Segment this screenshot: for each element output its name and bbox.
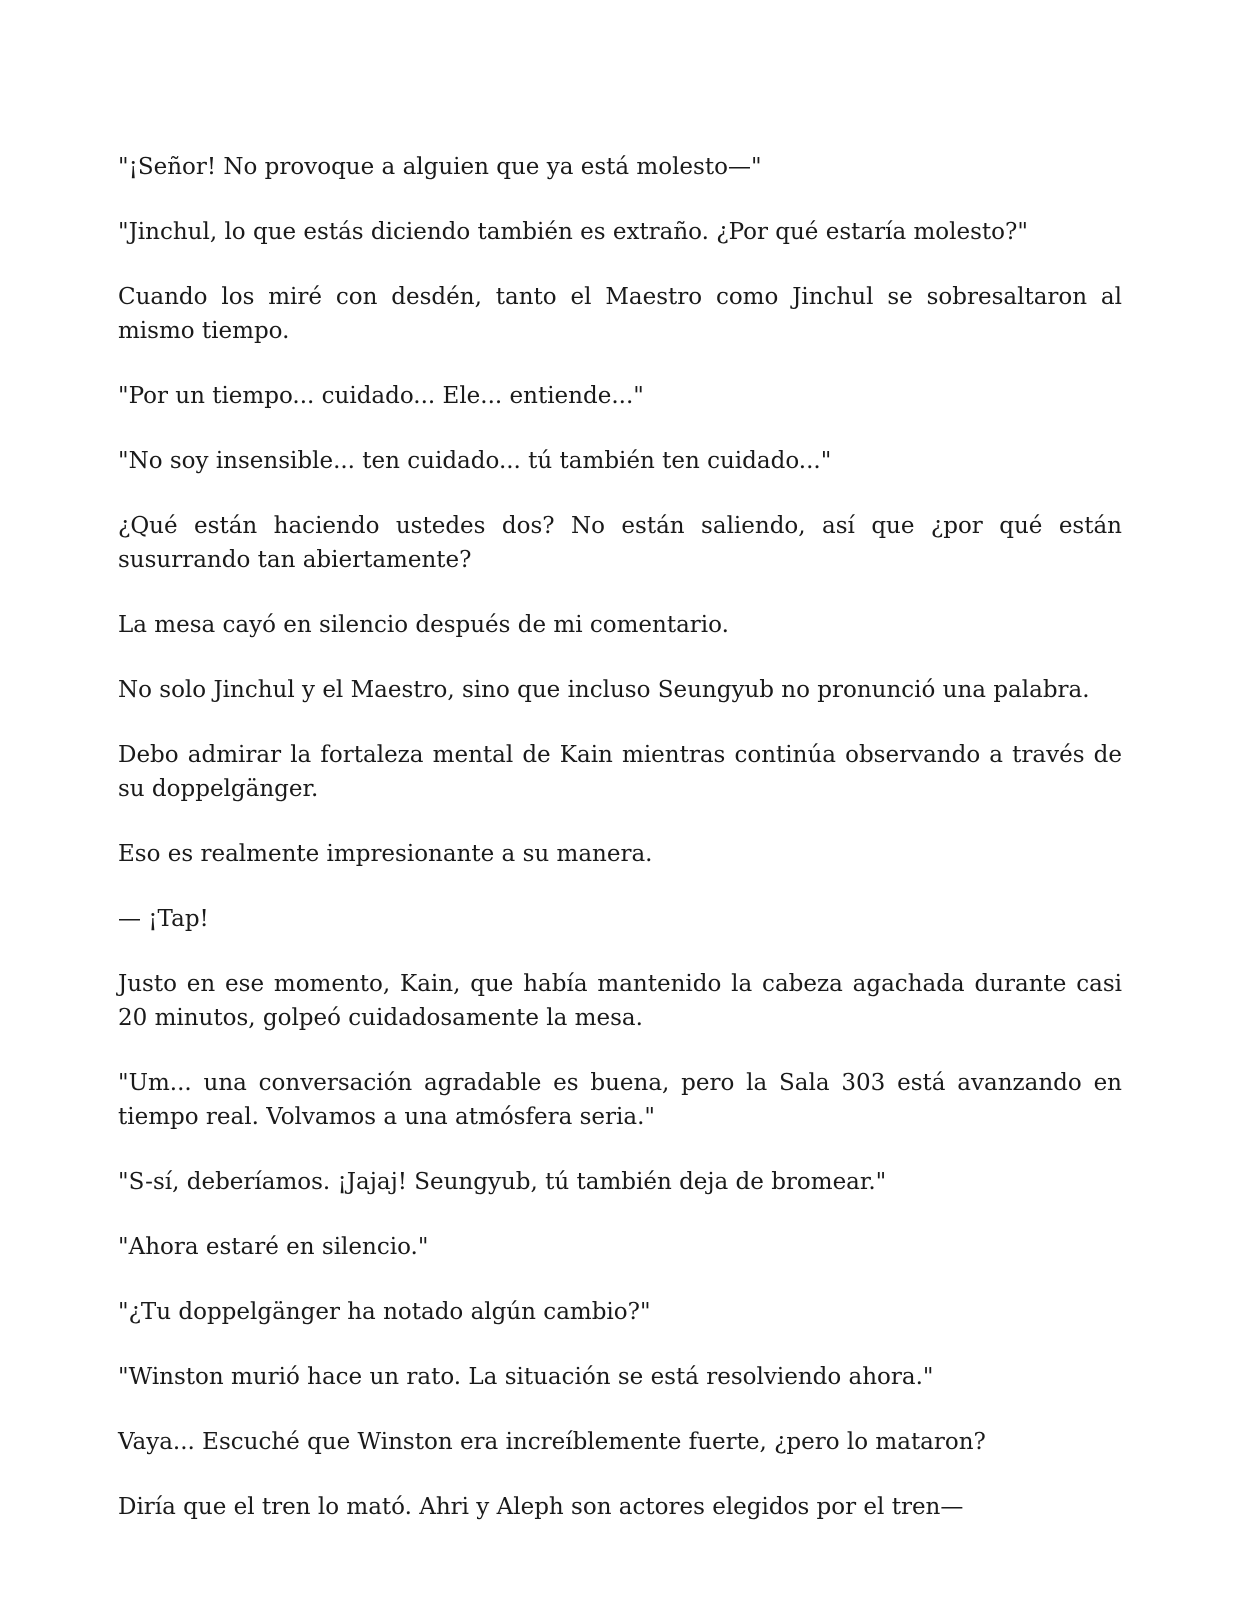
paragraph-10: Eso es realmente impresionante a su manera. xyxy=(118,841,653,867)
paragraph-2: "Jinchul, lo que estás diciendo también es extraño. ¿Por qué estaría molesto?" xyxy=(118,219,1028,245)
paragraph-17: "Winston murió hace un rato. La situación se está resolviendo ahora." xyxy=(118,1364,934,1390)
paragraph-18: Vaya... Escuché que Winston era increíblemente fuerte, ¿pero lo mataron? xyxy=(118,1429,986,1455)
paragraph-16: "¿Tu doppelgänger ha notado algún cambio?" xyxy=(118,1299,651,1325)
paragraph-13: "Um... una conversación agradable es buena, pero la Sala 303 está avanzando en tiempo real. Volvamos a una atmósfera seria." xyxy=(118,1070,1122,1130)
paragraph-19: Diría que el tren lo mató. Ahri y Aleph son actores elegidos por el tren— xyxy=(118,1494,964,1520)
paragraph-1: "¡Señor! No provoque a alguien que ya está molesto—" xyxy=(118,154,762,180)
paragraph-5: "No soy insensible... ten cuidado... tú también ten cuidado..." xyxy=(118,448,832,474)
paragraph-9: Debo admirar la fortaleza mental de Kain mientras continúa observando a través de su doppelgänger. xyxy=(118,742,1122,802)
paragraph-15: "Ahora estaré en silencio." xyxy=(118,1234,429,1260)
paragraph-12: Justo en ese momento, Kain, que había mantenido la cabeza agachada durante casi 20 minutos, golpeó cuidadosamente la mesa. xyxy=(118,971,1122,1031)
body-text xyxy=(118,150,1122,1524)
paragraph-7: La mesa cayó en silencio después de mi comentario. xyxy=(118,612,729,638)
paragraph-6: ¿Qué están haciendo ustedes dos? No están saliendo, así que ¿por qué están susurrando tan abiertamente? xyxy=(118,513,1122,573)
paragraph-4: "Por un tiempo... cuidado... Ele... entiende..." xyxy=(118,383,644,409)
paragraph-8: No solo Jinchul y el Maestro, sino que incluso Seungyub no pronunció una palabra. xyxy=(118,677,1090,703)
paragraph-14: "S-sí, deberíamos. ¡Jajaj! Seungyub, tú también deja de bromear." xyxy=(118,1169,887,1195)
paragraph-3: Cuando los miré con desdén, tanto el Maestro como Jinchul se sobresaltaron al mismo tiempo. xyxy=(118,284,1122,344)
paragraph-11: — ¡Tap! xyxy=(118,906,209,932)
